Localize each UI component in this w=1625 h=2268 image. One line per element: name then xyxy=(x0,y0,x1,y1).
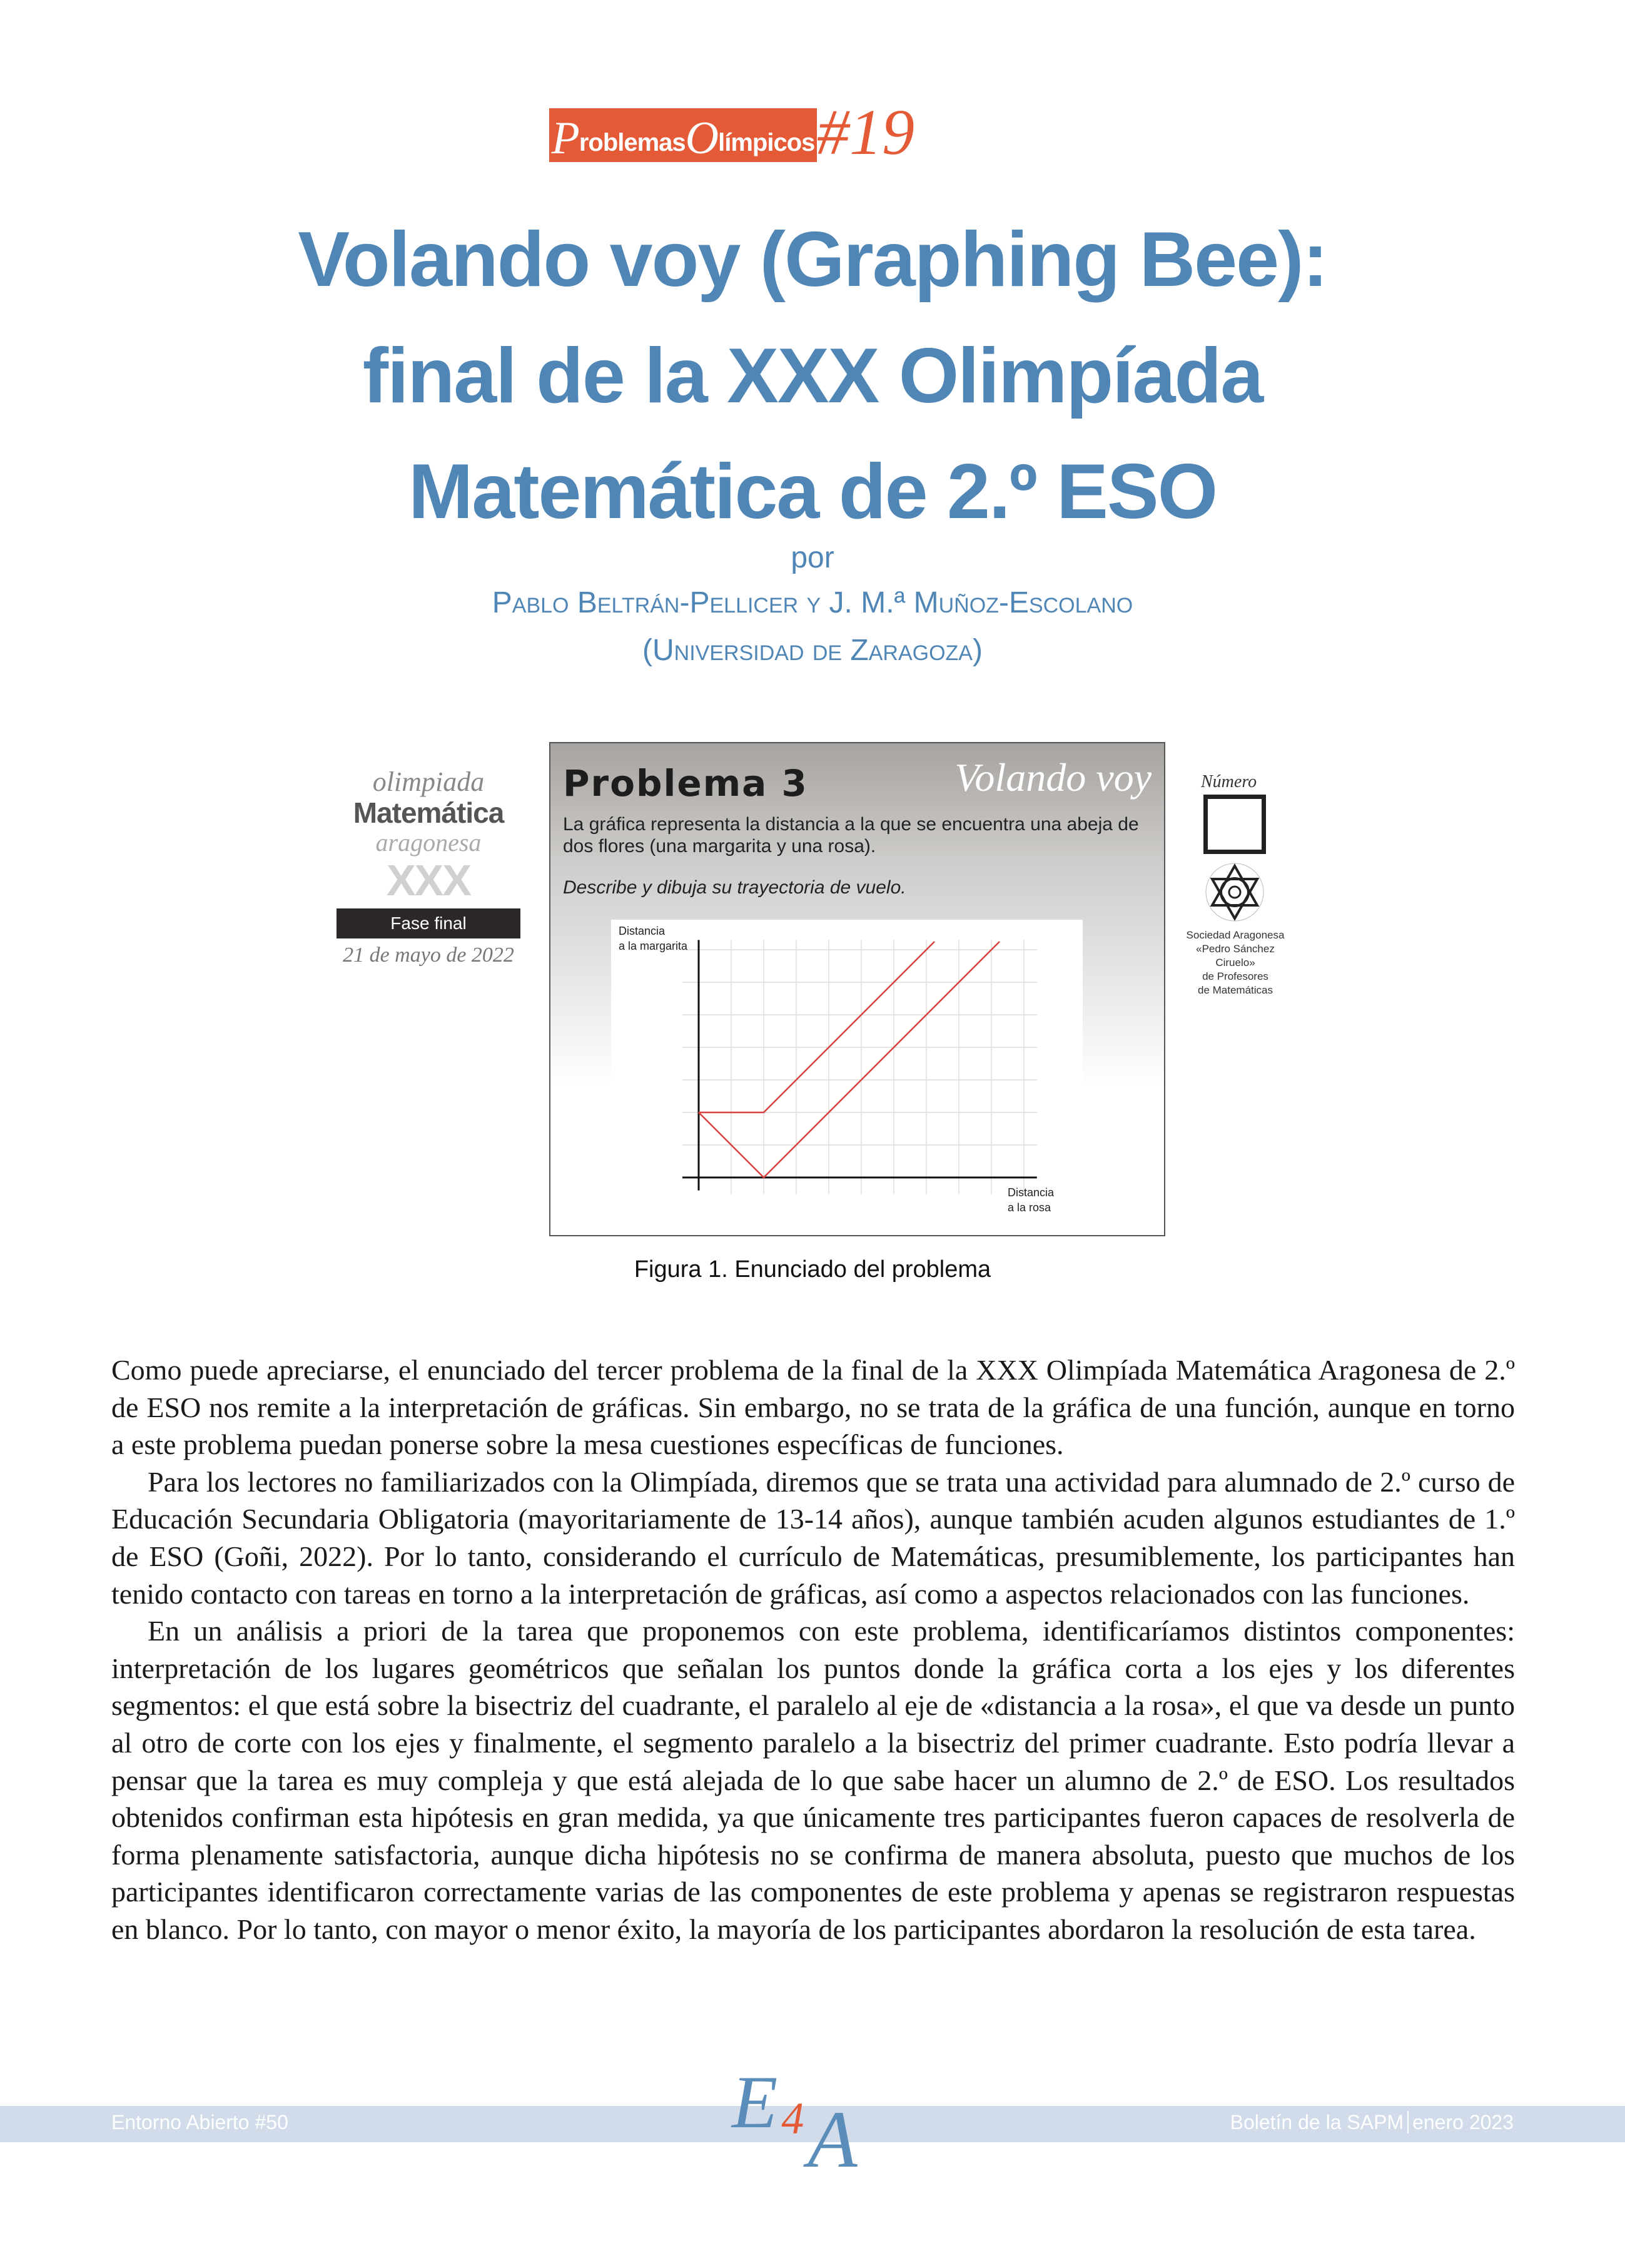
logo-aragonesa: aragonesa xyxy=(375,828,482,857)
byline-por: por xyxy=(791,541,834,574)
e4a-logo xyxy=(732,2060,858,2185)
series-initial-o: O xyxy=(685,113,719,164)
footer-journal: Entorno Abierto #50 xyxy=(111,2111,288,2133)
problem-figure xyxy=(549,742,1165,1236)
issue-number: #19 xyxy=(817,96,914,168)
authors: Pablo Beltrán-Pellicer y J. M.ª Muñoz-Escolano xyxy=(492,586,1133,619)
y-axis-label: Distancia xyxy=(619,925,666,937)
society-name xyxy=(1176,928,1295,997)
paragraph: En un análisis a priori de la tarea que proponemos con este problema, identificaríamos distintos componentes: interpretación de los lugares geométricos que señalan los puntos donde la gráfica corta a los ejes y los diferentes segmentos: el que está sobre la bisectriz del cuadrante, el paralelo al eje de «distancia a la rosa», el que va desde un punto al otro de corte con los ejes y finalmente, el segmento paralelo a la bisectriz del primer cuadrante. Esto podría llevar a pensar que la tarea es muy compleja y que está alejada de lo que sabe hacer un alumno de 2.º de ESO. Los resultados obtenidos confirman esta hipótesis en gran medida, ya que únicamente tres participantes fueron capaces de resolverla de forma plenamente satisfactoria, aunque dicha hipótesis no se confirma de manera absoluta, puesto que muchos de los participantes identificaron correctamente varias de las componentes de este problema y apenas se registraron respuestas en blanco. Por lo tanto, con mayor o menor éxito, la mayoría de los participantes abordaron la resolución de esta tarea. xyxy=(111,1615,1515,1945)
x-axis-label: Distancia xyxy=(1008,1186,1055,1199)
figure-caption: Figura 1. Enunciado del problema xyxy=(634,1256,991,1283)
graph-area xyxy=(611,920,1083,1226)
problem-subtitle: Volando voy xyxy=(954,755,1152,800)
footer-bulletin-name: Boletín de la SAPM xyxy=(1230,2111,1404,2133)
logo-roman-xxx: XXX xyxy=(386,855,471,905)
footer-date: enero 2023 xyxy=(1412,2111,1514,2133)
affiliation: (Universidad de Zaragoza) xyxy=(642,634,983,667)
page-title-line-1: Volando voy (Graphing Bee): xyxy=(298,216,1327,303)
paragraph: Como puede apreciarse, el enunciado del tercer problema de la final de la XXX Olimpíada Matemática Aragonesa de 2.º de ESO nos remite a la interpretación de gráficas. Sin embargo, no se trata de la gráfica de una función, aunque en torno a este problema puedan ponerse sobre la mesa cuestiones específicas de funciones. xyxy=(111,1354,1515,1461)
society-line: de Matemáticas xyxy=(1198,984,1273,996)
society-line: de Profesores xyxy=(1202,970,1268,982)
series-initial-p: P xyxy=(551,113,579,164)
page-title-line-3: Matemática de 2.º ESO xyxy=(408,449,1217,535)
series-line-trayectoria-superior xyxy=(699,942,934,1112)
series-word-problemas: roblemas xyxy=(579,129,686,156)
society-line: Sociedad Aragonesa xyxy=(1186,929,1285,941)
number-label: Número xyxy=(1201,772,1257,791)
y-axis-label: a la margarita xyxy=(619,940,688,952)
series-word-olimpicos: límpicos xyxy=(718,129,815,156)
number-box xyxy=(1203,795,1266,854)
footer-bulletin xyxy=(1230,2111,1514,2134)
paragraph: Para los lectores no familiarizados con la Olimpíada, diremos que se trata una actividad para alumnado de 2.º curso de Educación Secundaria Obligatoria (mayoritariamente de 13-14 años), aunque también acuden algunos estudiantes de 1.º de ESO (Goñi, 2022). Por lo tanto, considerando el currículo de Matemáticas, presumiblemente, los participantes han tenido contacto con tareas en torno a la interpretación de gráficas, así como a aspectos relacionados con las funciones. xyxy=(111,1465,1515,1610)
page-title-line-2: final de la XXX Olimpíada xyxy=(362,333,1263,419)
series-banner xyxy=(549,108,817,162)
article-body xyxy=(111,1351,1515,1948)
problem-statement: La gráfica representa la distancia a la que se encuentra una abeja de dos flores (una margarita y una rosa). xyxy=(563,814,1139,857)
logo-phase-bar: Fase final xyxy=(337,908,520,938)
olympiad-logo xyxy=(337,767,520,967)
logo-digit-4: 4 xyxy=(781,2093,804,2143)
star-emblem-icon xyxy=(1203,861,1266,923)
distance-graph xyxy=(611,920,1083,1226)
problem-task: Describe y dibuja su trayectoria de vuelo. xyxy=(563,877,906,898)
logo-matematica: Matemática xyxy=(353,796,504,830)
logo-letter-e: E xyxy=(732,2060,778,2143)
logo-letter-a: A xyxy=(807,2095,858,2185)
logo-date: 21 de mayo de 2022 xyxy=(343,943,514,967)
society-line: «Pedro Sánchez Ciruelo» xyxy=(1196,943,1275,969)
logo-olimpiada: olimpiada xyxy=(372,766,485,797)
problem-title: Problema 3 xyxy=(563,762,808,805)
society-logo xyxy=(1176,770,1301,995)
series-line-trayectoria-inferior xyxy=(699,942,1000,1177)
x-axis-label: a la rosa xyxy=(1008,1201,1051,1214)
